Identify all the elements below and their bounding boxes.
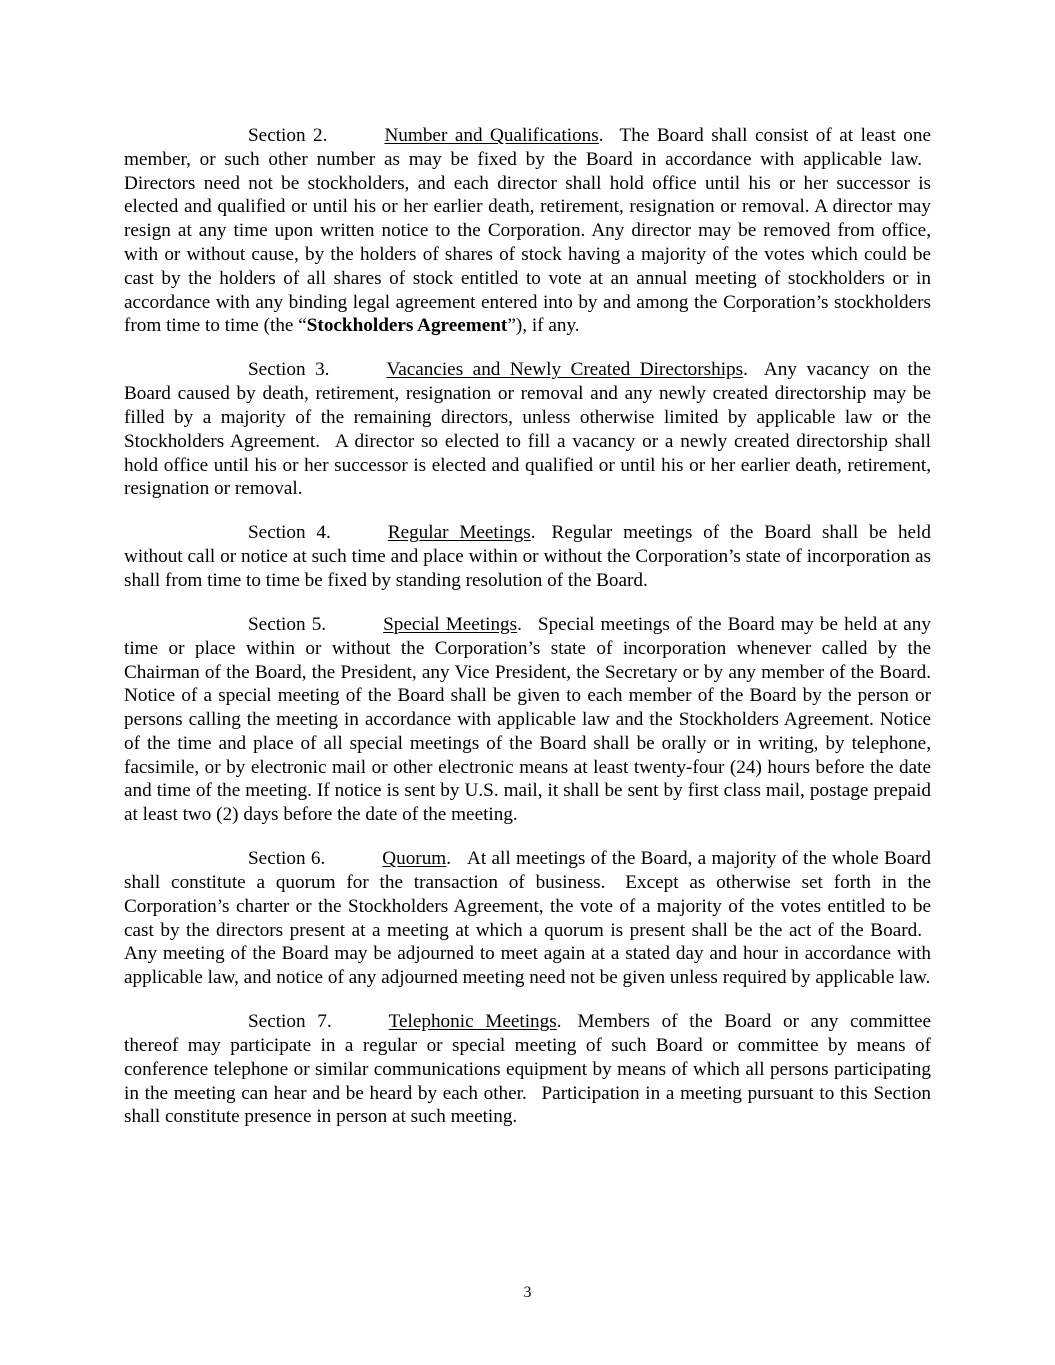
section-text: The Board shall consist of at least one member, or such other number as may be fixed by the Board in accordance with applicable law. xyxy=(124,125,931,170)
section-text: Any vacancy on the Board caused by death, retirement, resignation or removal and any newly created directorship may be filled by a majority of the remaining directors, unless otherwise limited by applicable law or the Stockholders Agreement. xyxy=(124,359,931,452)
section-text: Members of the Board or any committee thereof may participate in a regular or special meeting of such Board or committee by means of conference telephone or similar communications equipment by means of which all persons participating in the meeting can hear and be heard by each other. xyxy=(124,1011,931,1104)
section-number: Section 6. xyxy=(248,848,326,870)
section-7: Section 7. Telephonic Meetings. Members of the Board or any committee thereof may participate in a regular or special meeting of such Board or committee by means of conference telephone or similar communications equipment by means of which all persons participating in the meeting can hear and be heard by each other. Participation in a meeting pursuant to this Section shall constitute presence in person at such meeting. xyxy=(124,1011,932,1128)
section-heading: Quorum xyxy=(382,848,447,870)
section-heading: Telephonic Meetings xyxy=(388,1011,557,1033)
section-number: Section 3. xyxy=(248,359,330,381)
section-number: Section 7. xyxy=(248,1011,332,1033)
section-3: Section 3. Vacancies and Newly Created Directorships. Any vacancy on the Board caused by death, retirement, resignation or removal and any newly created directorship may be filled by a majority of the remaining directors, unless otherwise limited by applicable law or the Stockholders Agreement. A director so elected to fill a vacancy or a newly created directorship shall hold office until his or her successor is elected and qualified or until his or her earlier death, retirement, resignation or removal. xyxy=(124,359,931,500)
section-text: Special meetings of the Board may be held at any time or place within or without the Corporation’s state of incorporation whenever called by the Chairman of the Board, the President, any Vice President, the Secretary or by any member of the Board. Notice of a special meeting of the Board shall be given to each member of the Board by the person or persons calling the meeting in accordance with applicable law and the Stockholders Agreement. Notice of the time and place of all special meetings of the Board shall be orally or in writing, by telephone, facsimile, or by electronic mail or other electronic means at least twenty-four (24) hours before the date and time of the meeting. If notice is sent by U.S. mail, it shall be sent by first class mail, postage prepaid at least two (2) days before the date of the meeting. xyxy=(124,613,931,826)
section-6: Section 6. Quorum. At all meetings of the Board, a majority of the whole Board shall constitute a quorum for the transaction of business. Except as otherwise set forth in the Corporation’s charter or the Stockholders Agreement, the vote of a majority of the votes entitled to be cast by the directors present at a meeting at which a quorum is present shall be the act of the Board. Any meeting of the Board may be adjourned to meet again at a stated day and hour in accordance with applicable law, and notice of any adjourned meeting need not be given unless required by applicable law. xyxy=(124,848,932,989)
page-number: 3 xyxy=(523,1284,532,1301)
section-number: Section 4. xyxy=(248,522,331,544)
section-heading: Vacancies and Newly Created Directorships xyxy=(386,359,744,381)
section-5: Section 5. Special Meetings. Special meetings of the Board may be held at any time or place within or without the Corporation’s state of incorporation whenever called by the Chairman of the Board, the President, any Vice President, the Secretary or by any member of the Board. Notice of a special meeting of the Board shall be given to each member of the Board by the person or persons calling the meeting in accordance with applicable law and the Stockholders Agreement. Notice of the time and place of all special meetings of the Board shall be orally or in writing, by telephone, facsimile, or by electronic mail or other electronic means at least twenty-four (24) hours before the date and time of the meeting. If notice is sent by U.S. mail, it shall be sent by first class mail, postage prepaid at least two (2) days before the date of the meeting. xyxy=(124,613,931,826)
document-body xyxy=(124,124,931,1149)
defined-term: Stockholders Agreement xyxy=(306,315,508,337)
section-text: Except as otherwise set forth in the Corporation’s charter or the Stockholders Agreement, the vote of a majority of the votes entitled to be cast by the directors present at a meeting at which a quorum is present shall be the act of the Board. xyxy=(124,872,932,941)
section-text: Regular meetings of the Board shall be held without call or notice at such time and place within or without the Corporation’s state of incorporation as shall from time to time be fixed by standing resolution of the Board. xyxy=(124,522,931,591)
section-heading: Regular Meetings xyxy=(387,522,531,544)
section-number: Section 5. xyxy=(248,613,327,635)
section-4: Section 4. Regular Meetings. Regular meetings of the Board shall be held without call or notice at such time and place within or without the Corporation’s state of incorporation as shall from time to time be fixed by standing resolution of the Board. xyxy=(124,522,931,591)
section-2: Section 2. Number and Qualifications. The Board shall consist of at least one member, or such other number as may be fixed by the Board in accordance with applicable law. Directors need not be stockholders, and each director shall hold office until his or her successor is elected and qualified or until his or her earlier death, retirement, resignation or removal. A director may resign at any time upon written notice to the Corporation. Any director may be removed from office, with or without cause, by the holders of shares of stock having a majority of the votes which could be cast by the holders of all shares of stock entitled to vote at an annual meeting of stockholders or in accordance with any binding legal agreement entered into by and among the Corporation’s stockholders from time to time (the “Stockholders Agreement”), if any. xyxy=(124,125,931,337)
section-number: Section 2. xyxy=(248,125,328,146)
section-text: Directors need not be stockholders, and each director shall hold office until his or her successor is elected and qualified or until his or her earlier death, retirement, resignation or removal. A director may resign at any time upon written notice to the Corporation. Any director may be removed from office, with or without cause, by the holders of shares of stock having a majority of the votes which could be cast by the holders of all shares of stock entitled to vote at an annual meeting of stockholders or in accordance with any binding legal agreement entered into by and among the Corporation’s stockholders from time to time (the “ xyxy=(124,172,931,337)
section-text: ”), if any. xyxy=(507,315,580,337)
section-text: A director so elected to fill a vacancy or a newly created directorship shall hold office until his or her successor is elected and qualified or until his or her earlier death, retirement, resignation or removal. xyxy=(124,430,931,500)
section-text: At all meetings of the Board, a majority of the whole Board shall constitute a quorum for the transaction of business. xyxy=(124,848,931,894)
section-text: Any meeting of the Board may be adjourned to meet again at a stated day and hour in accordance with applicable law, and notice of any adjourned meeting need not be given unless required by applicable law. xyxy=(124,943,931,989)
section-heading: Special Meetings xyxy=(383,613,518,635)
section-heading: Number and Qualifications xyxy=(384,125,599,146)
section-text: Participation in a meeting pursuant to this Section shall constitute presence in person at such meeting. xyxy=(124,1082,932,1128)
